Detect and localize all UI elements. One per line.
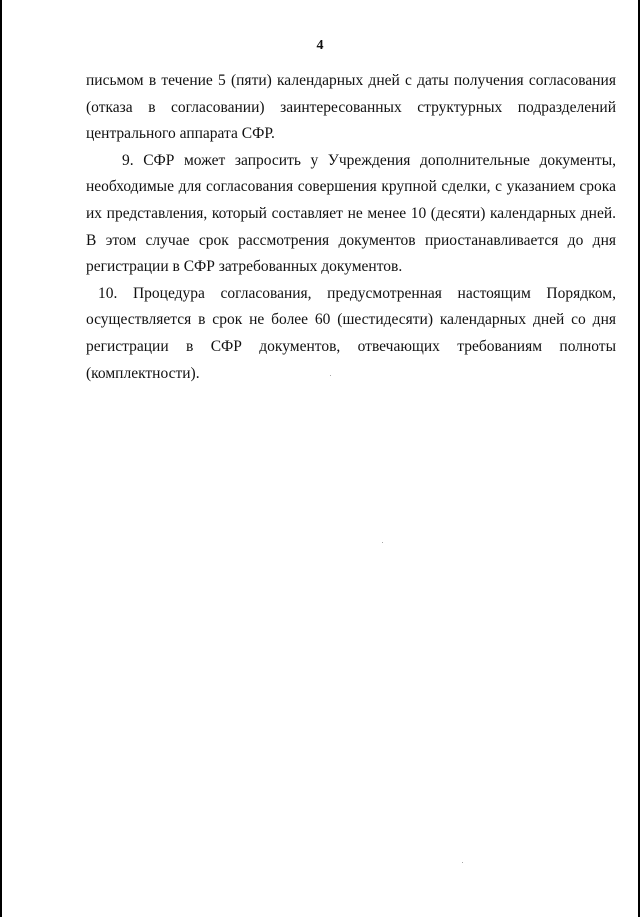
- scan-border-left: [0, 0, 2, 917]
- scan-speck: [382, 542, 383, 543]
- paragraph-continuation: письмом в течение 5 (пяти) календарных дней с даты получения согласования (отказа в согласовании) заинтересованных структурных подразделений центрального аппарата СФР.: [86, 72, 616, 143]
- page-number: 4: [316, 38, 324, 53]
- scan-speck: [330, 375, 331, 376]
- scan-speck: [462, 862, 463, 863]
- paragraph-item-9: 9. СФР может запросить у Учреждения дополнительные документы, необходимые для согласования совершения крупной сделки, с указанием срока их представления, который составляет не менее 10 (десяти) календарных дней. В этом случае срок рассмотрения документов приостанавливается до дня регистрации в СФР затребованных документов.: [86, 151, 616, 276]
- paragraph-item-10: 10. Процедура согласования, предусмотренная настоящим Порядком, осуществляется в срок не более 60 (шестидесяти) календарных дней со дня регистрации в СФР документов, отвечающих требованиям полноты (комплектности).: [86, 284, 616, 382]
- document-body: [86, 68, 616, 387]
